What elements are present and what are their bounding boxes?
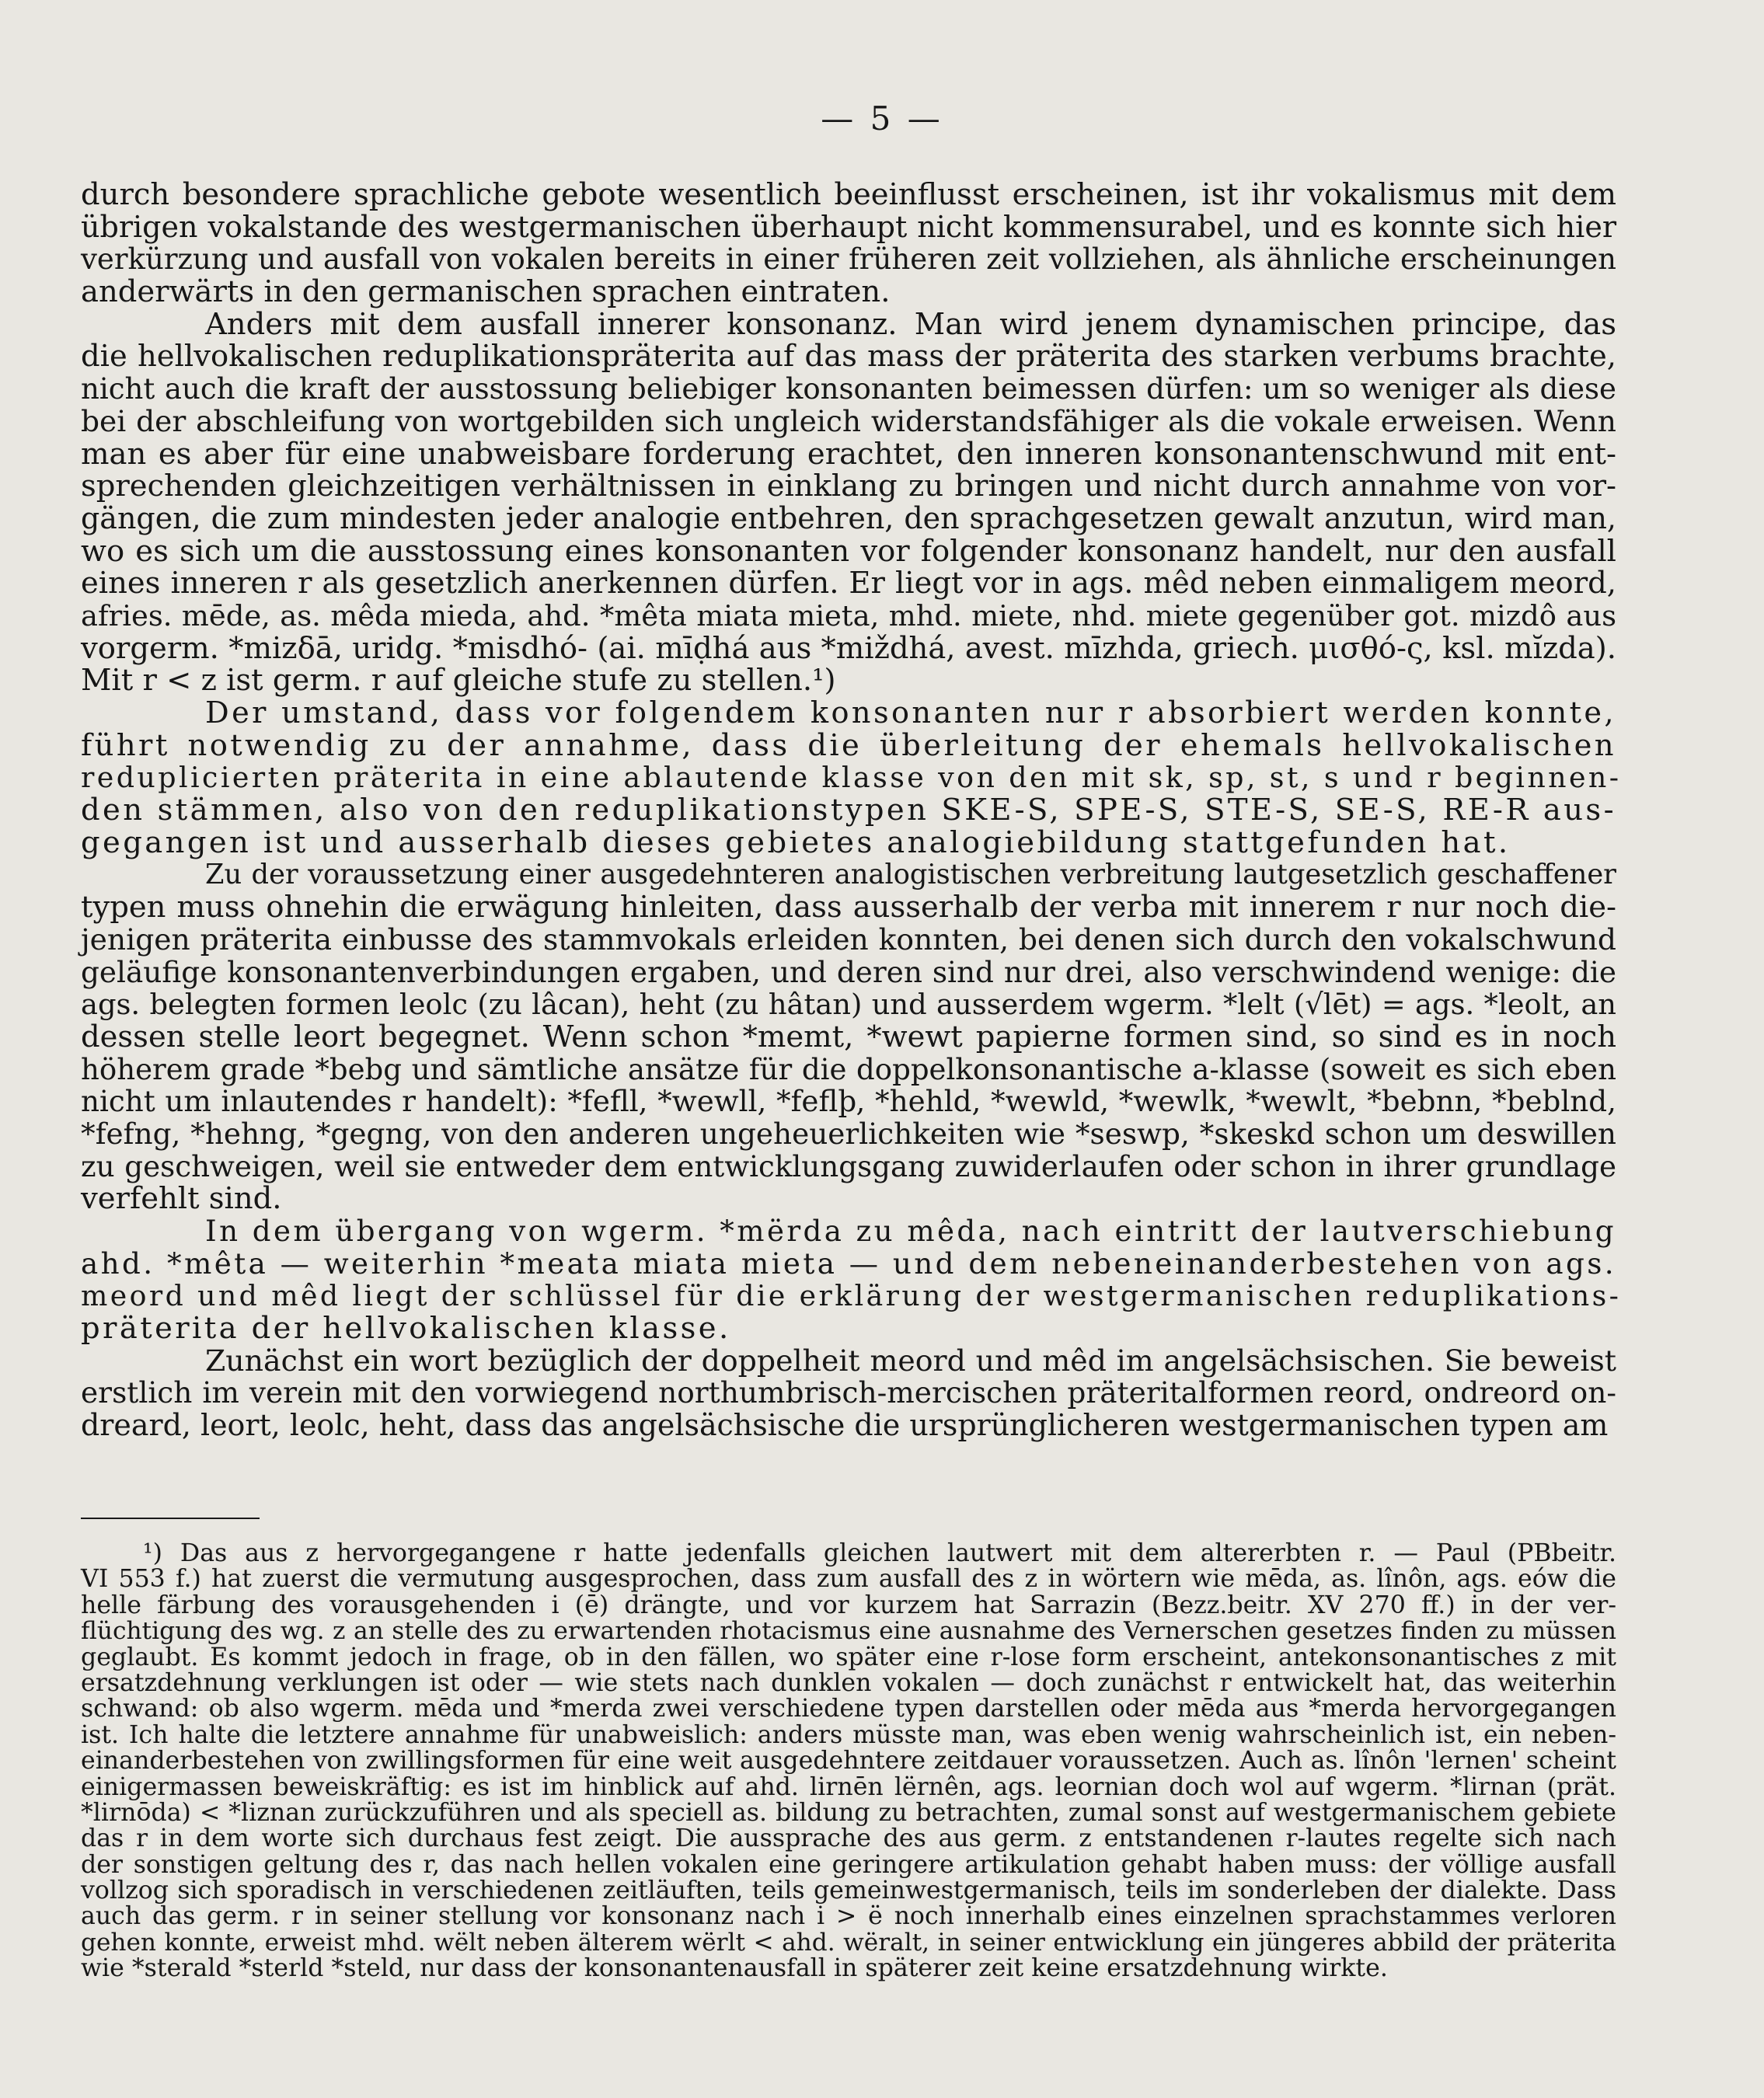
text-line: meord und mêd liegt der schlüssel für die erklärung der westgermanischen reduplikations- bbox=[81, 1279, 1622, 1313]
page-number: — 5 — bbox=[821, 99, 943, 138]
text-line: nicht um inlautendes r handelt): *fefll, *wewll, *feflþ, *hehld, *wewld, *wewlk, *wewlt, *bebnn, *beblnd, bbox=[81, 1084, 1616, 1119]
text-line: Mit r < z ist germ. r auf gleiche stufe zu stellen.¹) bbox=[81, 663, 836, 699]
text-line: Anders mit dem ausfall innerer konsonanz. Man wird jenem dynamischen principe, das bbox=[205, 306, 1616, 342]
footnote-rule bbox=[81, 1518, 260, 1519]
text-line: verkürzung und ausfall von vokalen bereits in einer früheren zeit vollziehen, als ähnliche erscheinungen bbox=[81, 242, 1616, 277]
text-line: durch besondere sprachliche gebote wesentlich beeinflusst erscheinen, ist ihr vokalismus mit dem bbox=[81, 177, 1616, 212]
text-line: anderwärts in den germanischen sprachen eintraten. bbox=[81, 274, 891, 310]
text-line: zu geschweigen, weil sie entweder dem entwicklungsgang zuwiderlaufen oder schon in ihrer grundlage bbox=[81, 1148, 1616, 1183]
footnote-line: VI 553 f.) hat zuerst die vermutung ausgesprochen, dass zum ausfall des z in wörtern wie mēda, as. lînôn, ags. eów die bbox=[81, 1565, 1616, 1594]
footnote-line: helle färbung des vorausgehenden i (ē) drängte, und vor kurzem hat Sarrazin (Bezz.beitr. XV 270 ff.) in der ver- bbox=[81, 1591, 1616, 1619]
text-line: wo es sich um die ausstossung eines konsonanten vor folgender konsonanz handelt, nur den ausfall bbox=[81, 533, 1616, 569]
footnote-line: wie *sterald *sterld *steld, nur dass der konsonantenausfall in späterer zeit keine ersatzdehnung wirkte. bbox=[81, 1954, 1388, 1983]
footnote-line: geglaubt. Es kommt jedoch in frage, ob in den fällen, wo später eine r-lose form erscheint, antekonsonantisches z mit bbox=[81, 1643, 1616, 1671]
footnote-line: der sonstigen geltung des r, das nach hellen vokalen eine geringere artikulation gehabt haben muss: der völlige ausfall bbox=[81, 1850, 1616, 1879]
footnote-line: flüchtigung des wg. z an stelle des zu erwartenden rhotacismus eine ausnahme des Vernerschen gesetzes finden zu müssen bbox=[81, 1617, 1616, 1646]
footnote-line: das r in dem worte sich durchaus fest zeigt. Die aussprache des aus germ. z entstandenen r-lautes regelte sich nach bbox=[81, 1824, 1616, 1853]
text-line: sprechenden gleichzeitigen verhältnissen in einklang zu bringen und nicht durch annahme von vor- bbox=[81, 469, 1616, 504]
text-line: typen muss ohnehin die erwägung hinleiten, dass ausserhalb der verba mit innerem r nur noch die- bbox=[81, 890, 1616, 925]
text-line: präterita der hellvokalischen klasse. bbox=[81, 1311, 731, 1347]
footnote-line: einanderbestehen von zwillingsformen für eine weit ausgedehntere zeitdauer voraussetzen. Auch as. lînôn 'lernen' scheint bbox=[81, 1747, 1616, 1776]
text-line: In dem übergang von wgerm. *mërda zu mêda, nach eintritt der lautverschiebung bbox=[205, 1214, 1616, 1248]
text-line: dessen stelle leort begegnet. Wenn schon *memt, *wewt papierne formen sind, so sind es in noch bbox=[81, 1019, 1616, 1054]
text-line: Zu der voraussetzung einer ausgedehnteren analogistischen verbreitung lautgesetzlich geschaffener bbox=[205, 859, 1616, 891]
text-line: jenigen präterita einbusse des stammvokals erleiden konnten, bei denen sich durch den vokalschwund bbox=[81, 922, 1616, 957]
text-line: vorgerm. *mizδā, uridg. *misdhó- (ai. mīḍhá aus *miždhá, avest. mīzhda, griech. μισθό-ς, ksl. mĭzda). bbox=[81, 630, 1616, 666]
footnote-line: schwand: ob also wgerm. mēda und *merda zwei verschiedene typen darstellen oder mēda aus *merda hervorgegangen bbox=[81, 1695, 1616, 1723]
footnote-line: ¹) Das aus z hervorgegangene r hatte jedenfalls gleichen lautwert mit dem altererbten r. — Paul (PBbeitr. bbox=[143, 1539, 1616, 1567]
text-line: erstlich im verein mit den vorwiegend northumbrisch-mercischen präteritalformen reord, ondreord on- bbox=[81, 1375, 1616, 1410]
text-line: *fefng, *hehng, *gegng, von den anderen ungeheuerlichkeiten wie *seswp, *skeskd schon um deswillen bbox=[81, 1116, 1616, 1151]
text-line: führt notwendig zu der annahme, dass die überleitung der ehemals hellvokalischen bbox=[81, 727, 1616, 763]
text-line: gegangen ist und ausserhalb dieses gebietes analogiebildung stattgefunden hat. bbox=[81, 824, 1511, 860]
text-line: ags. belegten formen leolc (zu lâcan), heht (zu hâtan) und ausserdem wgerm. *lelt (√lēt) = ags. *leolt, an bbox=[81, 988, 1616, 1022]
text-line: ahd. *mêta — weiterhin *meata miata mieta — und dem nebeneinanderbestehen von ags. bbox=[81, 1246, 1616, 1281]
text-line: Zunächst ein wort bezüglich der doppelheit meord und mêd im angelsächsischen. Sie beweist bbox=[205, 1343, 1616, 1378]
footnote-line: *lirnōda) < *liznan zurückzuführen und als speciell as. bildung zu betrachten, zumal sonst auf westgermanischem gebiete bbox=[81, 1798, 1616, 1827]
text-line: bei der abschleifung von wortgebilden sich ungleich widerstandsfähiger als die vokale erweisen. Wenn bbox=[81, 403, 1616, 438]
footnotes bbox=[81, 1541, 1616, 1982]
footnote-line: einigermassen beweiskräftig: es ist im hinblick auf ahd. lirnēn lërnên, ags. leornian doch wol auf wgerm. *lirnan (prät. bbox=[81, 1772, 1616, 1801]
text-line: eines inneren r als gesetzlich anerkennen dürfen. Er liegt vor in ags. mêd neben einmaligem meord, bbox=[81, 566, 1616, 601]
footnote-line: auch das germ. r in seiner stellung vor konsonanz nach i > ë noch innerhalb eines einzelnen sprachstammes verloren bbox=[81, 1902, 1616, 1931]
text-line: reduplicierten präterita in eine ablautende klasse von den mit sk, sp, st, s und r beginnen- bbox=[81, 761, 1622, 795]
footnote-line: ist. Ich halte die letztere annahme für unabweislich: anders müsste man, was eben wenig wahrscheinlich ist, ein neben- bbox=[81, 1720, 1616, 1749]
text-line: die hellvokalischen reduplikationspräterita auf das mass der präterita des starken verbums brachte, bbox=[81, 339, 1616, 375]
text-line: übrigen vokalstande des westgermanischen überhaupt nicht kommensurabel, und es konnte sich hier bbox=[81, 209, 1616, 244]
text-line: geläufige konsonantenverbindungen ergaben, und deren sind nur drei, also verschwindend wenige: die bbox=[81, 954, 1616, 989]
text-line: man es aber für eine unabweisbare forderung erachtet, den inneren konsonantenschwund mit ent- bbox=[81, 436, 1616, 472]
text-line: dreard, leort, leolc, heht, dass das angelsächsische die ursprünglicheren westgermanischen typen am bbox=[81, 1408, 1609, 1443]
text-line: verfehlt sind. bbox=[81, 1181, 282, 1217]
text-line: höherem grade *bebg und sämtliche ansätze für die doppelkonsonantische a-klasse (soweit es sich eben bbox=[81, 1052, 1616, 1086]
text-line: nicht auch die kraft der ausstossung beliebiger konsonanten beimessen dürfen: um so weniger als diese bbox=[81, 372, 1616, 406]
text-line: afries. mēde, as. mêda mieda, ahd. *mêta miata mieta, mhd. miete, nhd. miete gegenüber got. mizdô aus bbox=[81, 598, 1616, 633]
main-text bbox=[81, 177, 1622, 1443]
text-line: den stämmen, also von den reduplikationstypen SKE-S, SPE-S, STE-S, SE-S, RE-R aus- bbox=[81, 793, 1616, 828]
footnote-line: vollzog sich sporadisch in verschiedenen zeitläuften, teils gemeinwestgermanisch, teils im sonderleben der dialekte. Dass bbox=[81, 1877, 1616, 1905]
footnote-line: gehen konnte, erweist mhd. wëlt neben älterem wërlt < ahd. wëralt, in seiner entwicklung ein jüngeres abbild der präterita bbox=[81, 1928, 1616, 1957]
text-line: Der umstand, dass vor folgendem konsonanten nur r absorbiert werden konnte, bbox=[205, 695, 1616, 730]
footnote-line: ersatzdehnung verklungen ist oder — wie stets nach dunklen vokalen — doch zunächst r entwickelt hat, das weiterhin bbox=[81, 1668, 1616, 1697]
text-line: gängen, die zum mindesten jeder analogie entbehren, den sprachgesetzen gewalt anzutun, wird man, bbox=[81, 500, 1616, 535]
